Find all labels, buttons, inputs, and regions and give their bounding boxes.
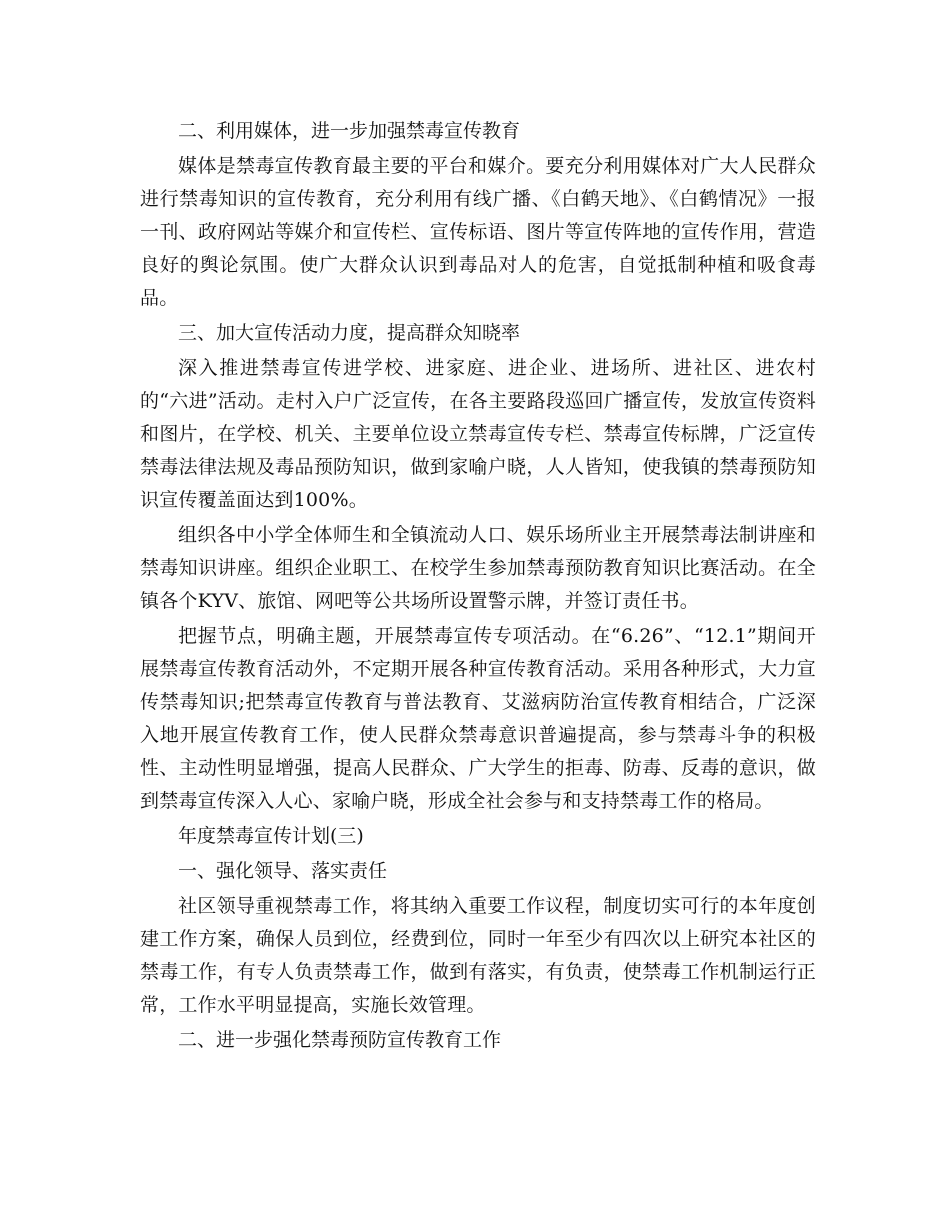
plan-title: 年度禁毒宣传计划(三) (178, 825, 364, 847)
section-heading: 二、利用媒体，进一步加强禁毒宣传教育 (178, 120, 521, 142)
paragraph: 媒体是禁毒宣传教育最主要的平台和媒介。要充分利用媒体对广大人民群众进行禁毒知识的宣传教育，充分利用有线广播、《白鹤天地》、《白鹤情况》一报一刊、政府网站等媒介和宣传栏、宣传标语、图片等宣传阵地的宣传作用，营造良好的舆论氛围。使广大群众认识到毒品对人的危害，自觉抵制种植和吸食毒品。 (140, 155, 816, 309)
paragraph: 深入推进禁毒宣传进学校、进家庭、进企业、进场所、进社区、进农村的“六进”活动。走村入户广泛宣传，在各主要路段巡回广播宣传，发放宣传资料和图片，在学校、机关、主要单位设立禁毒宣传专栏、禁毒宣传标牌，广泛宣传禁毒法律法规及毒品预防知识，做到家喻户晓，人人皆知，使我镇的禁毒预防知识宣传覆盖面达到100%。 (140, 357, 816, 511)
section-heading: 一、强化领导、落实责任 (178, 860, 388, 882)
paragraph: 社区领导重视禁毒工作，将其纳入重要工作议程，制度切实可行的本年度创建工作方案，确保人员到位，经费到位，同时一年至少有四次以上研究本社区的禁毒工作，有专人负责禁毒工作，做到有落实，有负责，使禁毒工作机制运行正常，工作水平明显提高，实施长效管理。 (140, 895, 816, 1016)
section-heading: 三、加大宣传活动力度，提高群众知晓率 (178, 322, 521, 344)
paragraph: 组织各中小学全体师生和全镇流动人口、娱乐场所业主开展禁毒法制讲座和禁毒知识讲座。组织企业职工、在校学生参加禁毒预防教育知识比赛活动。在全镇各个KYV、旅馆、网吧等公共场所设置警示牌，并签订责任书。 (140, 524, 816, 612)
section-heading: 二、进一步强化禁毒预防宣传教育工作 (178, 1029, 502, 1051)
paragraph: 把握节点，明确主题，开展禁毒宣传专项活动。在“6.26”、“12.1”期间开展禁毒宣传教育活动外，不定期开展各种宣传教育活动。采用各种形式，大力宣传禁毒知识;把禁毒宣传教育与普法教育、艾滋病防治宣传教育相结合，广泛深入地开展宣传教育工作，使人民群众禁毒意识普遍提高，参与禁毒斗争的积极性、主动性明显增强，提高人民群众、广大学生的拒毒、防毒、反毒的意识，做到禁毒宣传深入人心、家喻户晓，形成全社会参与和支持禁毒工作的格局。 (140, 625, 816, 812)
document-body (140, 115, 816, 1059)
